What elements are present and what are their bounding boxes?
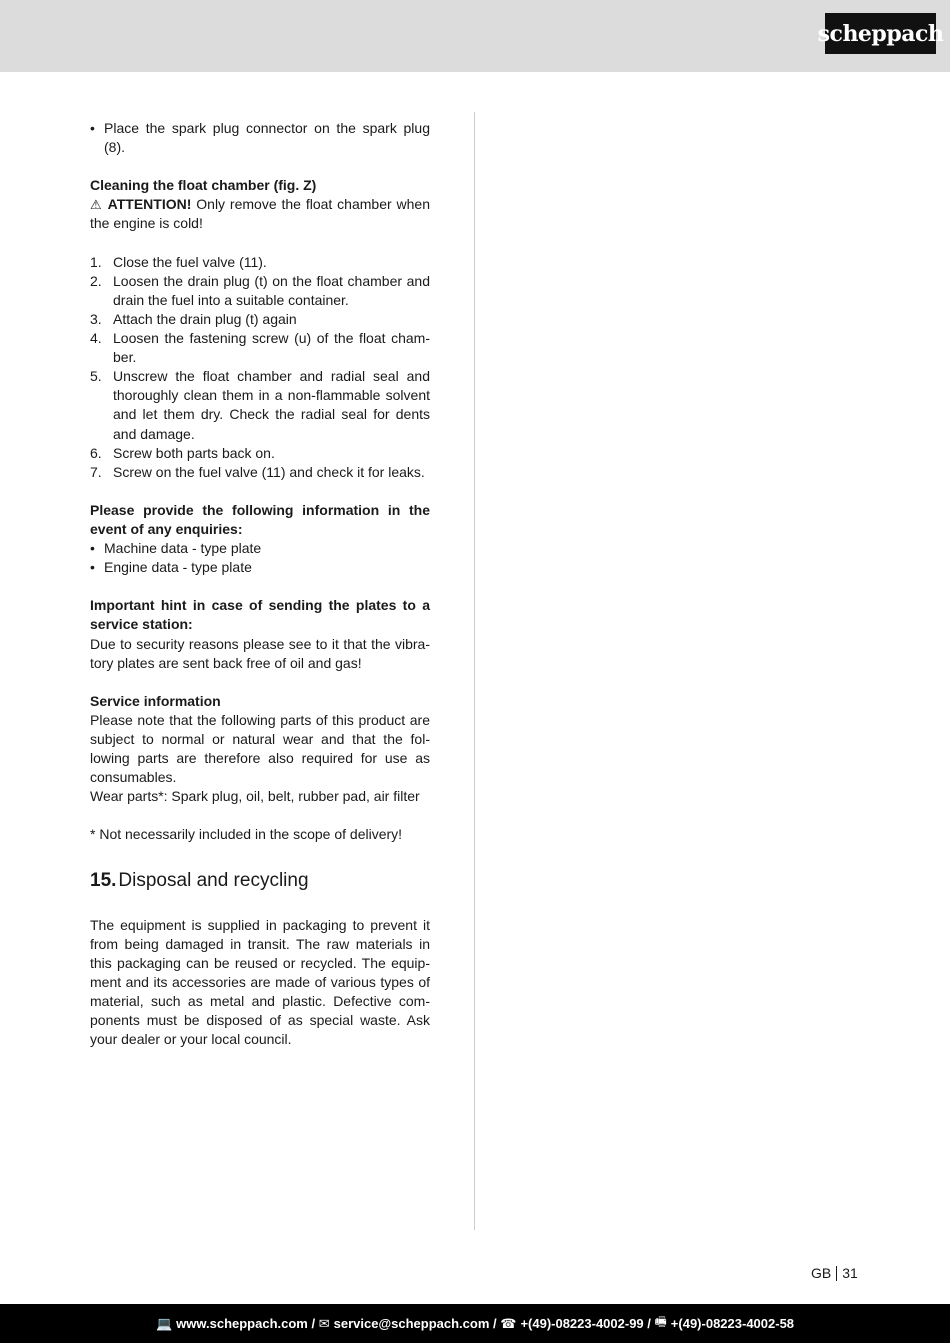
list-item [90,272,430,310]
step-text: Unscrew the float chamber and radial seal and thoroughly clean them in a non-flammable solvent and let them dry. Check the radial seal for dents and damage. [113,368,430,442]
page-number-value: 31 [842,1265,858,1281]
list-item [90,539,430,558]
section-title: Disposal and recycling [118,869,309,891]
enquiry-item: Engine data - type plate [104,559,252,576]
warning-triangle-icon: ⚠ [90,197,102,213]
step-text: Attach the drain plug (t) again [113,310,297,327]
intro-bullet-text: Place the spark plug connector on the spark plug (8). [104,120,430,156]
phone-icon: ☎ [500,1315,517,1331]
column-divider [474,112,475,1230]
footer-email[interactable]: service@scheppach.com [333,1316,490,1331]
intro-bullet [90,119,430,157]
bullet-mark: • [90,559,95,576]
attention-text: Only remove the float chamber when the engine is cold! [90,196,430,232]
list-item [90,444,430,463]
step-text: Close the fuel valve (11). [113,253,267,270]
list-item [90,558,430,577]
list-item [90,310,430,329]
list-item [90,367,430,443]
computer-icon: 💻 [155,1315,173,1331]
header-band [0,0,950,72]
step-number: 4. [90,330,102,347]
attention-note [90,195,430,233]
hint-heading: Important hint in case of sending the plates to a service station: [90,597,430,633]
attention-label: ATTENTION! [107,196,192,213]
page-number [811,1264,858,1283]
service-text: Please note that the following parts of this product are subject to normal or natural wear and that the fol-lowing parts are therefore also required for use as consumables. [90,711,430,786]
disposal-text: The equipment is supplied in packaging to prevent it from being damaged in transit. The raw materials in this packaging can be reused or recycled. The equip-ment and its accessories are made of various types of material, such as metal and plastic. Defective com-ponents must be disposed of as special waste. Ask your dealer or your local council. [90,916,430,1048]
page-language: GB [811,1265,832,1281]
footer-separator: / [643,1316,655,1331]
hint-text: Due to security reasons please see to it that the vibra-tory plates are sent back free of oil and gas! [90,635,430,671]
service-heading: Service information [90,692,221,709]
enquiry-item: Machine data - type plate [104,540,262,557]
step-text: Loosen the fastening screw (u) of the float cham-ber. [113,330,430,366]
step-number: 7. [90,463,102,480]
list-item [90,463,430,482]
wear-parts-text: Wear parts*: Spark plug, oil, belt, rubber pad, air filter [90,788,420,805]
fax-icon: 🖷 [654,1313,667,1329]
footer-phone: +(49)-08223-4002-99 [520,1316,644,1331]
footer-bar [0,1304,950,1343]
footer-fax: +(49)-08223-4002-58 [670,1316,795,1331]
step-text: Loosen the drain plug (t) on the float chamber and drain the fuel into a suitable container. [113,272,430,308]
section-number: 15. [90,869,117,891]
left-column [90,119,430,1049]
steps-list [90,253,430,482]
step-number: 6. [90,444,102,461]
step-number: 5. [90,368,102,385]
section-heading [90,869,430,893]
step-number: 3. [90,310,102,327]
list-item [90,253,430,272]
float-chamber-heading: Cleaning the float chamber (fig. Z) [90,177,317,194]
footer-separator: / [307,1316,319,1331]
mail-icon: ✉ [318,1315,330,1331]
bullet-mark: • [90,540,95,557]
bullet-mark: • [90,120,95,136]
step-text: Screw both parts back on. [113,444,275,461]
footer-separator: / [489,1316,501,1331]
footer-website[interactable]: www.scheppach.com [176,1316,308,1331]
step-number: 2. [90,272,102,289]
enquiry-heading: Please provide the following information in the event of any enquiries: [90,501,430,537]
page-number-divider [836,1266,837,1281]
scheppach-logo: scheppach [825,13,936,54]
footnote: * Not necessarily included in the scope of delivery! [90,826,403,843]
step-text: Screw on the fuel valve (11) and check it for leaks. [113,463,425,480]
step-number: 1. [90,253,102,270]
list-item [90,329,430,367]
